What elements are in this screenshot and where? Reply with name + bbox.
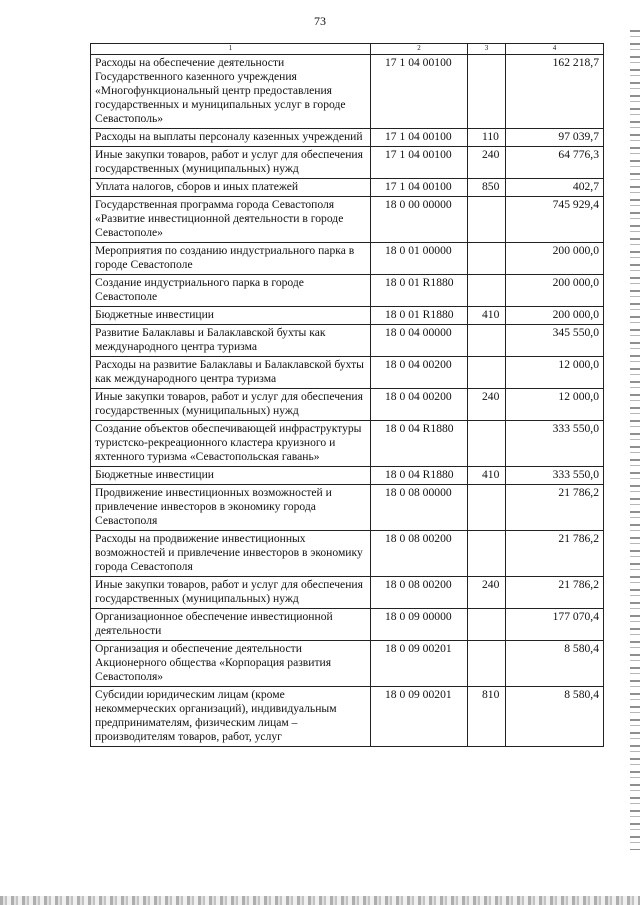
table-row [91, 55, 604, 129]
row-sum-cell: 8 580,4 [506, 641, 604, 687]
row-sum-cell: 200 000,0 [506, 243, 604, 275]
row-code-cell: 18 0 08 00000 [371, 485, 468, 531]
row-sum-cell: 21 786,2 [506, 485, 604, 531]
row-code-cell: 18 0 09 00000 [371, 609, 468, 641]
row-code-cell: 18 0 09 00201 [371, 641, 468, 687]
row-code-cell: 18 0 08 00200 [371, 577, 468, 609]
row-type-cell [468, 641, 506, 687]
row-code-cell: 18 0 01 R1880 [371, 307, 468, 325]
table-header-row [91, 44, 604, 55]
row-type-cell: 410 [468, 307, 506, 325]
row-sum-cell: 333 550,0 [506, 421, 604, 467]
row-code-cell: 18 0 04 00000 [371, 325, 468, 357]
row-sum-cell: 8 580,4 [506, 687, 604, 747]
row-code-cell: 17 1 04 00100 [371, 147, 468, 179]
row-code-cell: 17 1 04 00100 [371, 129, 468, 147]
row-type-cell: 110 [468, 129, 506, 147]
row-code-cell: 18 0 01 R1880 [371, 275, 468, 307]
table-row [91, 421, 604, 467]
table-row [91, 147, 604, 179]
row-sum-cell: 745 929,4 [506, 197, 604, 243]
scan-edge-right [630, 30, 640, 850]
table-row [91, 485, 604, 531]
row-code-cell: 18 0 04 00200 [371, 357, 468, 389]
row-name-cell: Иные закупки товаров, работ и услуг для обеспечения государственных (муниципальных) нужд [91, 389, 371, 421]
row-code-cell: 18 0 04 R1880 [371, 421, 468, 467]
row-type-cell [468, 197, 506, 243]
table-row [91, 641, 604, 687]
row-code-cell: 18 0 01 00000 [371, 243, 468, 275]
table-row [91, 325, 604, 357]
table-row [91, 357, 604, 389]
table-row [91, 467, 604, 485]
row-type-cell [468, 485, 506, 531]
row-type-cell [468, 531, 506, 577]
column-header-name: 1 [91, 44, 371, 55]
column-header-sum: 4 [506, 44, 604, 55]
row-sum-cell: 21 786,2 [506, 531, 604, 577]
row-code-cell: 17 1 04 00100 [371, 179, 468, 197]
row-sum-cell: 162 218,7 [506, 55, 604, 129]
column-header-code: 2 [371, 44, 468, 55]
page-number: 73 [314, 14, 326, 28]
table-row [91, 307, 604, 325]
row-name-cell: Развитие Балаклавы и Балаклавской бухты как международного центра туризма [91, 325, 371, 357]
row-name-cell: Расходы на продвижение инвестиционных возможностей и привлечение инвесторов в экономику города Севастополя [91, 531, 371, 577]
row-sum-cell: 333 550,0 [506, 467, 604, 485]
budget-table [90, 43, 604, 747]
row-name-cell: Мероприятия по созданию индустриального парка в городе Севастополе [91, 243, 371, 275]
table-body [91, 55, 604, 747]
row-type-cell: 240 [468, 389, 506, 421]
row-name-cell: Бюджетные инвестиции [91, 467, 371, 485]
table-row [91, 179, 604, 197]
table-row [91, 389, 604, 421]
row-sum-cell: 345 550,0 [506, 325, 604, 357]
row-type-cell [468, 55, 506, 129]
row-name-cell: Уплата налогов, сборов и иных платежей [91, 179, 371, 197]
table-row [91, 243, 604, 275]
row-name-cell: Расходы на выплаты персоналу казенных учреждений [91, 129, 371, 147]
row-name-cell: Создание индустриального парка в городе Севастополе [91, 275, 371, 307]
row-type-cell [468, 275, 506, 307]
table-row [91, 275, 604, 307]
row-code-cell: 18 0 08 00200 [371, 531, 468, 577]
row-name-cell: Продвижение инвестиционных возможностей и привлечение инвесторов в экономику города Севастополя [91, 485, 371, 531]
row-code-cell: 18 0 00 00000 [371, 197, 468, 243]
row-sum-cell: 21 786,2 [506, 577, 604, 609]
row-sum-cell: 97 039,7 [506, 129, 604, 147]
table-row [91, 577, 604, 609]
row-type-cell: 410 [468, 467, 506, 485]
row-name-cell: Иные закупки товаров, работ и услуг для обеспечения государственных (муниципальных) нужд [91, 577, 371, 609]
row-type-cell [468, 243, 506, 275]
row-name-cell: Создание объектов обеспечивающей инфраструктуры туристско-рекреационного кластера круизного и яхтенного туризма «Севастопольская гавань» [91, 421, 371, 467]
row-type-cell: 240 [468, 147, 506, 179]
row-name-cell: Иные закупки товаров, работ и услуг для обеспечения государственных (муниципальных) нужд [91, 147, 371, 179]
table-row [91, 531, 604, 577]
row-code-cell: 17 1 04 00100 [371, 55, 468, 129]
row-name-cell: Расходы на обеспечение деятельности Государственного казенного учреждения «Многофункциональный центр предоставления государственных и муниципальных услуг в городе Севастополь» [91, 55, 371, 129]
row-name-cell: Организация и обеспечение деятельности Акционерного общества «Корпорация развития Севастополя» [91, 641, 371, 687]
row-name-cell: Субсидии юридическим лицам (кроме некоммерческих организаций), индивидуальным предпринимателям, физическим лицам – производителям товаров, работ, услуг [91, 687, 371, 747]
row-sum-cell: 12 000,0 [506, 357, 604, 389]
row-code-cell: 18 0 04 R1880 [371, 467, 468, 485]
row-type-cell [468, 325, 506, 357]
row-type-cell: 850 [468, 179, 506, 197]
table-row [91, 609, 604, 641]
row-sum-cell: 200 000,0 [506, 275, 604, 307]
row-sum-cell: 64 776,3 [506, 147, 604, 179]
table-row [91, 687, 604, 747]
row-sum-cell: 12 000,0 [506, 389, 604, 421]
row-sum-cell: 200 000,0 [506, 307, 604, 325]
row-name-cell: Расходы на развитие Балаклавы и Балаклавской бухты как международного центра туризма [91, 357, 371, 389]
row-code-cell: 18 0 09 00201 [371, 687, 468, 747]
row-name-cell: Государственная программа города Севастополя «Развитие инвестиционной деятельности в городе Севастополе» [91, 197, 371, 243]
row-name-cell: Организационное обеспечение инвестиционной деятельности [91, 609, 371, 641]
row-type-cell [468, 609, 506, 641]
row-code-cell: 18 0 04 00200 [371, 389, 468, 421]
scan-edge-bottom [0, 896, 640, 905]
table-row [91, 129, 604, 147]
row-type-cell: 240 [468, 577, 506, 609]
row-sum-cell: 402,7 [506, 179, 604, 197]
row-type-cell [468, 357, 506, 389]
row-type-cell [468, 421, 506, 467]
column-header-type: 3 [468, 44, 506, 55]
row-type-cell: 810 [468, 687, 506, 747]
row-name-cell: Бюджетные инвестиции [91, 307, 371, 325]
table-row [91, 197, 604, 243]
row-sum-cell: 177 070,4 [506, 609, 604, 641]
